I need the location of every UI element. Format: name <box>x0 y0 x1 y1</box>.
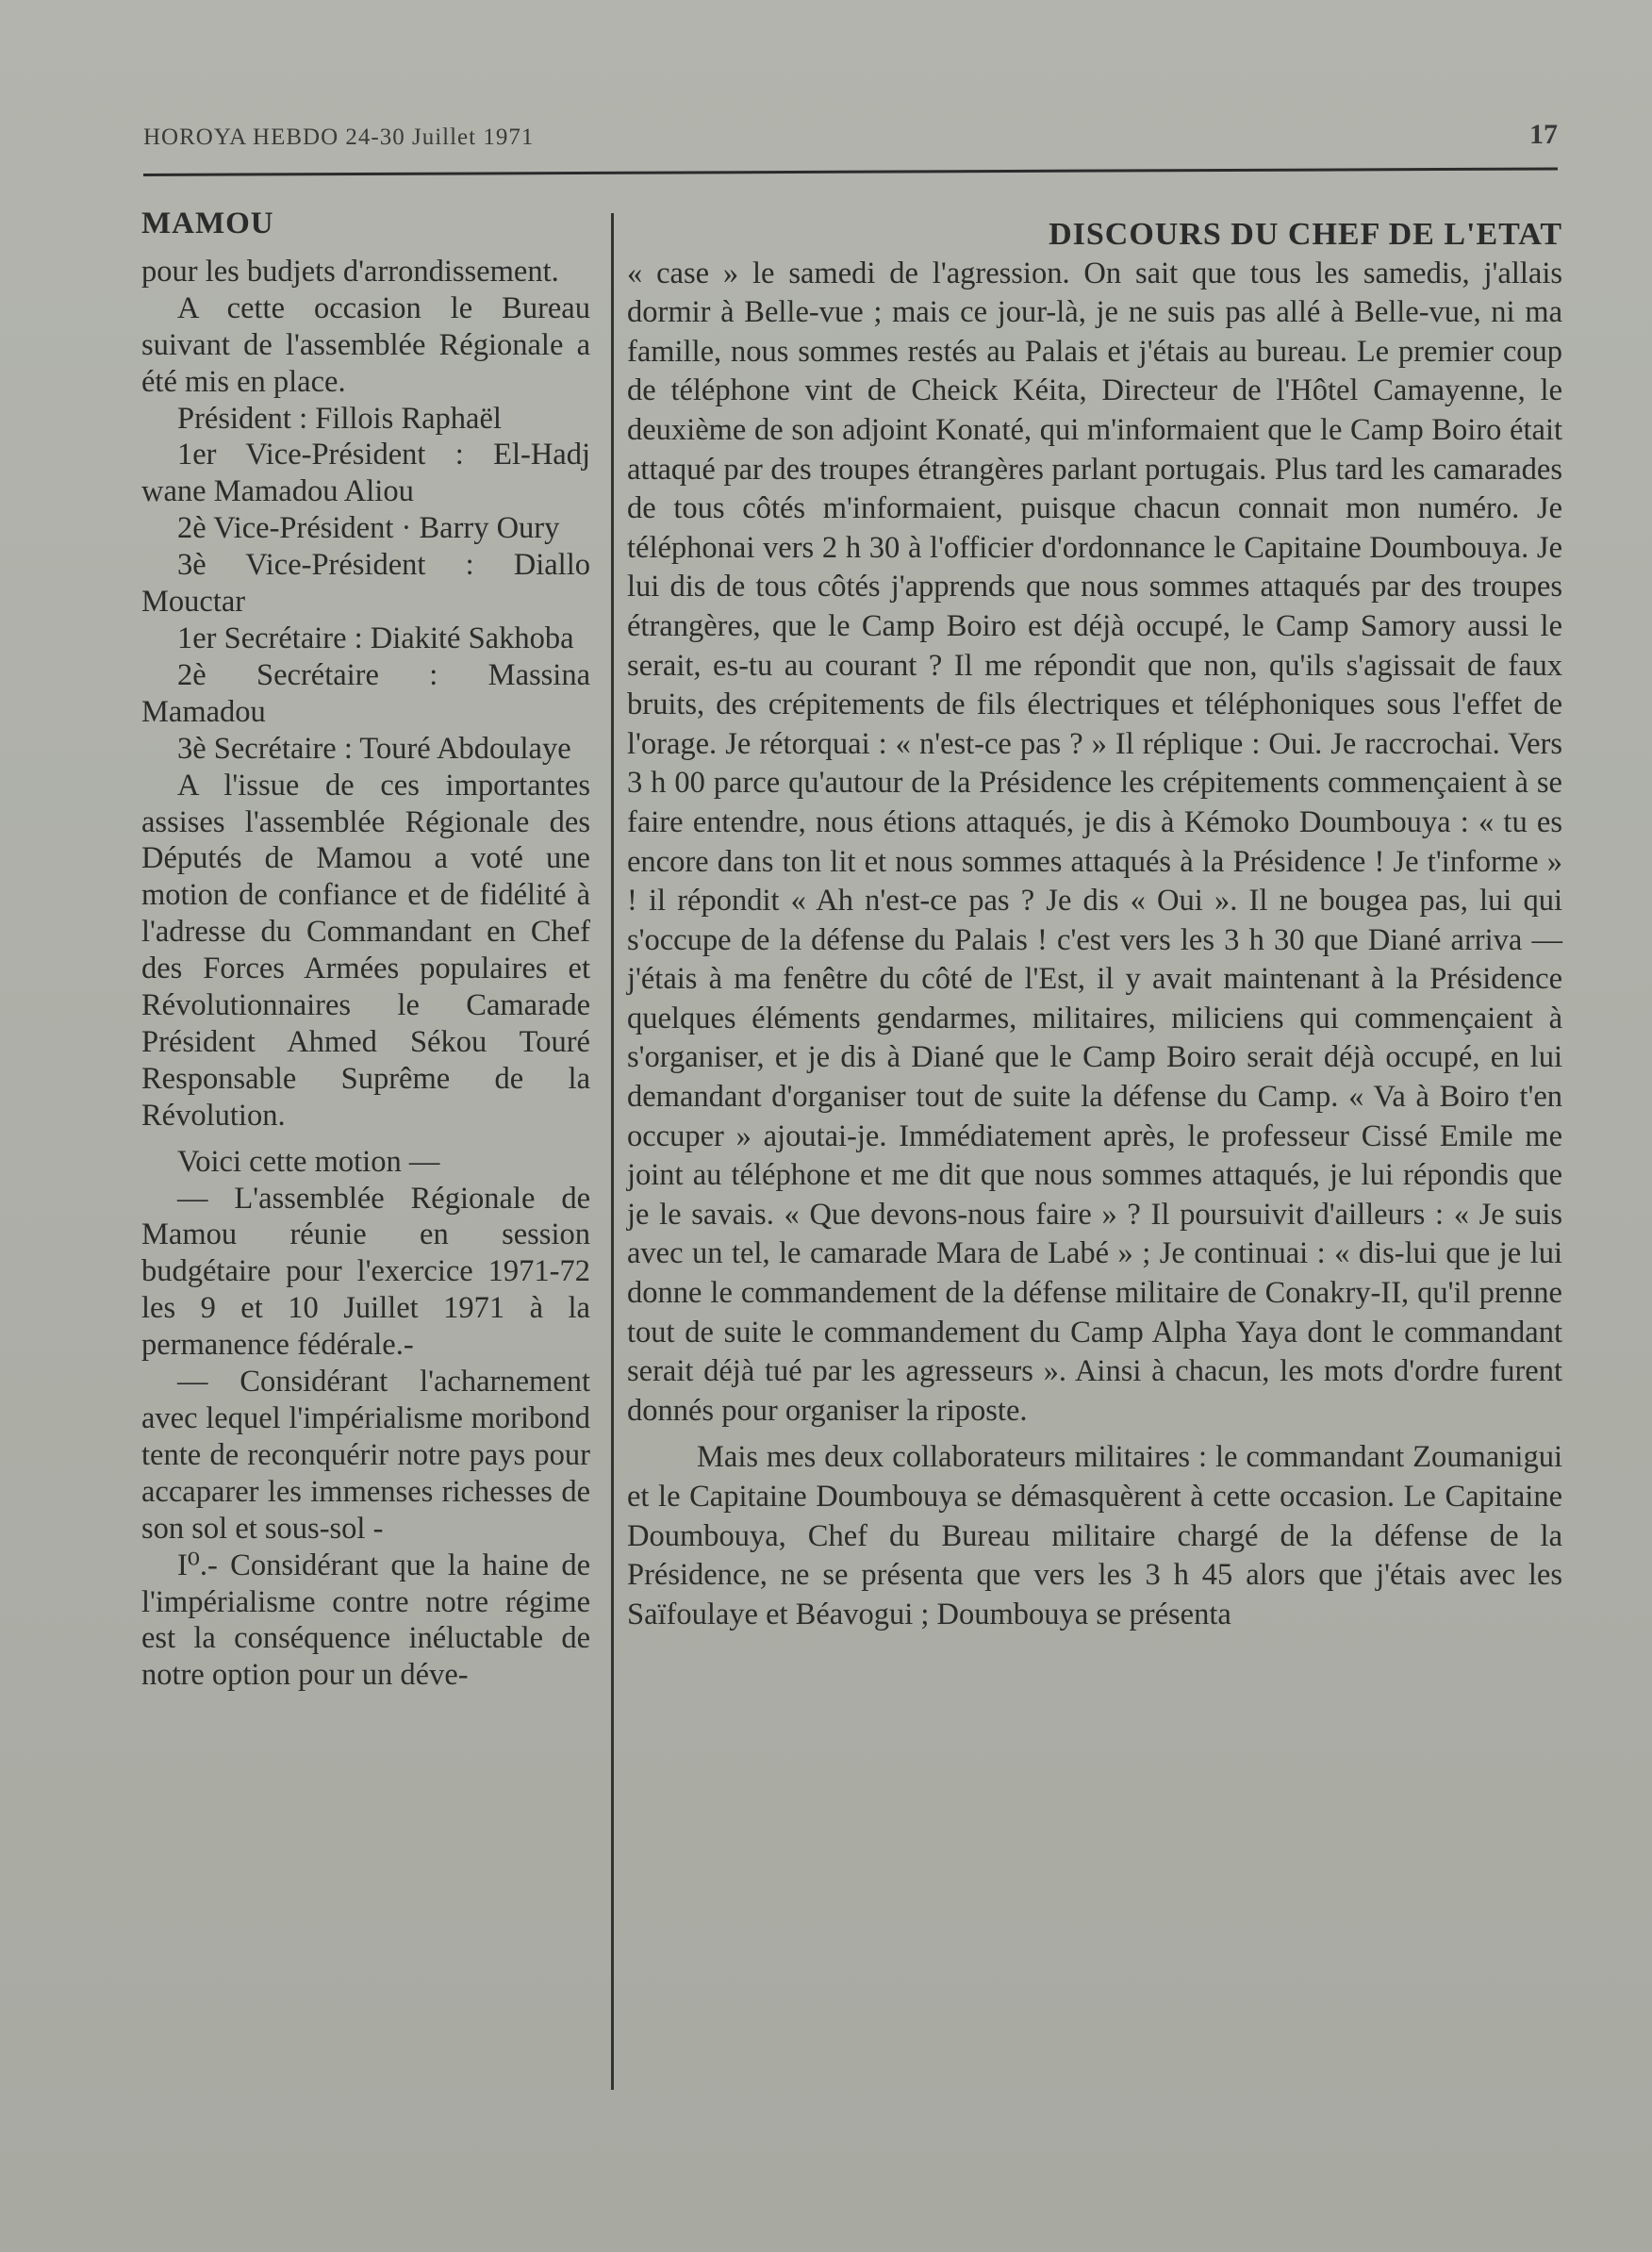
left-column <box>141 206 590 1694</box>
publication-line: HOROYA HEBDO 24-30 Juillet 1971 <box>143 124 535 150</box>
left-column-title: MAMOU <box>141 207 274 240</box>
column-divider <box>611 213 614 2090</box>
page-header <box>143 119 1558 162</box>
paragraph: pour les budjets d'arrondissement. <box>141 254 559 289</box>
paragraph: — L'assemblée Régionale de Mamou réunie en session budgétaire pour l'exercice 1971-72 les 9 et 10 Juillet 1971 à la permanence fédérale.- <box>141 1181 590 1363</box>
paragraph: Président : Fillois Raphaël <box>177 401 502 436</box>
right-column <box>627 215 1562 1634</box>
paragraph: — Considérant l'acharnement avec lequel l'impérialisme moribond tente de reconquérir notre pays pour accaparer les immenses richesses de son sol et sous-sol - <box>141 1365 590 1546</box>
paragraph: Mais mes deux collaborateurs militaires : le commandant Zoumanigui et le Capitaine Doumbouya se démasquèrent à cette occasion. Le Capitaine Doumbouya, Chef du Bureau militaire chargé de la défense de la Présidence, ne se présenta que vers les 3 h 45 alors que j'étais avec les Saïfoulaye et Béavogui ; Doumbouya se présenta <box>627 1440 1562 1631</box>
paragraph: 1er Secrétaire : Diakité Sakhoba <box>177 621 574 655</box>
paragraph: 2è Vice-Président · Barry Oury <box>177 511 560 546</box>
paragraph: 3è Vice-Président : Diallo Mouctar <box>141 548 590 620</box>
paragraph: 2è Secrétaire : Massina Mamadou <box>141 657 590 729</box>
paragraph: Voici cette motion — <box>177 1144 440 1179</box>
paragraph: 3è Secrétaire : Touré Abdoulaye <box>177 731 571 766</box>
page-number: 17 <box>1529 119 1558 150</box>
paragraph: 1er Vice-Président : El-Hadj wane Mamadou Aliou <box>141 438 590 509</box>
paragraph: I⁰.- Considérant que la haine de l'impérialisme contre notre régime est la conséquence inéluctable de notre option pour un déve- <box>141 1548 590 1693</box>
paragraph: A l'issue de ces importantes assises l'assemblée Régionale des Députés de Mamou a voté une motion de confiance et de fidélité à l'adresse du Commandant en Chef des Forces Armées populaires et Révolutionnaires le Camarade Président Ahmed Sékou Touré Responsable Suprême de la Révolution. <box>141 768 590 1133</box>
right-column-title: DISCOURS DU CHEF DE L'ETAT <box>1049 217 1562 252</box>
header-rule <box>143 167 1558 176</box>
paragraph: A cette occasion le Bureau suivant de l'assemblée Régionale a été mis en place. <box>141 290 590 399</box>
paragraph: « case » le samedi de l'agression. On sait que tous les samedis, j'allais dormir à Belle-vue ; mais ce jour-là, je ne suis pas allé à Belle-vue, ni ma famille, nous sommes restés au Palais et j'étais au bureau. Le premier coup de téléphone vint de Cheick Kéita, Directeur de l'Hôtel Camayenne, le deuxième de son adjoint Konaté, qui m'informaient que le Camp Boiro était attaqué par des troupes étrangères parlant portugais. Plus tard les camarades de tous côtés m'informaient, puisque chacun connait mon numéro. Je téléphonai vers 2 h 30 à l'officier d'ordonnance le Capitaine Doumbouya. Je lui dis de tous côtés j'apprends que nous sommes attaqués par des troupes étrangères, que le Camp Boiro est déjà occupé, le Camp Samory aussi le serait, es-tu au courant ? Il me répondit que non, qu'ils s'agissait de faux bruits, des crépitements de fils électriques et téléphoniques sous l'effet de l'orage. Je rétorquai : « n'est-ce pas ? » Il réplique : Oui. Je raccrochai. Vers 3 h 00 parce qu'autour de la Présidence les crépitements commençaient à se faire entendre, nous étions attaqués, je dis à Kémoko Doumbouya : « tu es encore dans ton lit et nous sommes attaqués à la Présidence ! Je t'informe » ! il répondit « Ah n'est-ce pas ? Je dis « Oui ». Il ne bougea pas, lui qui s'occupe de la défense du Palais ! c'est vers les 3 h 30 que Diané arriva — j'étais à ma fenêtre du côté de l'Est, il y avait maintenant à la Présidence quelques éléments gendarmes, militaires, miliciens qui commençaient à s'organiser, et je dis à Diané que le Camp Boiro serait déjà occupé, en lui demandant d'organiser tout de suite la défense du Camp. « Va à Boiro t'en occuper » ajoutai-je. Immédiatement après, le professeur Cissé Emile me joint au téléphone et me dit que nous sommes attaqués, je lui répondis que je le savais. « Que devons-nous faire » ? Il poursuivit d'ailleurs : « Je suis avec un tel, le camarade Mara de Labé » ; Je continuai : « dis-lui que je lui donne le commandement de la défense militaire de Conakry-II, qu'il prenne tout de suite le commandement du Camp Alpha Yaya dont le commandant serait déjà tué par les agresseurs ». Ainsi à chacun, les mots d'ordre furent donnés pour organiser la riposte. <box>627 256 1562 1428</box>
